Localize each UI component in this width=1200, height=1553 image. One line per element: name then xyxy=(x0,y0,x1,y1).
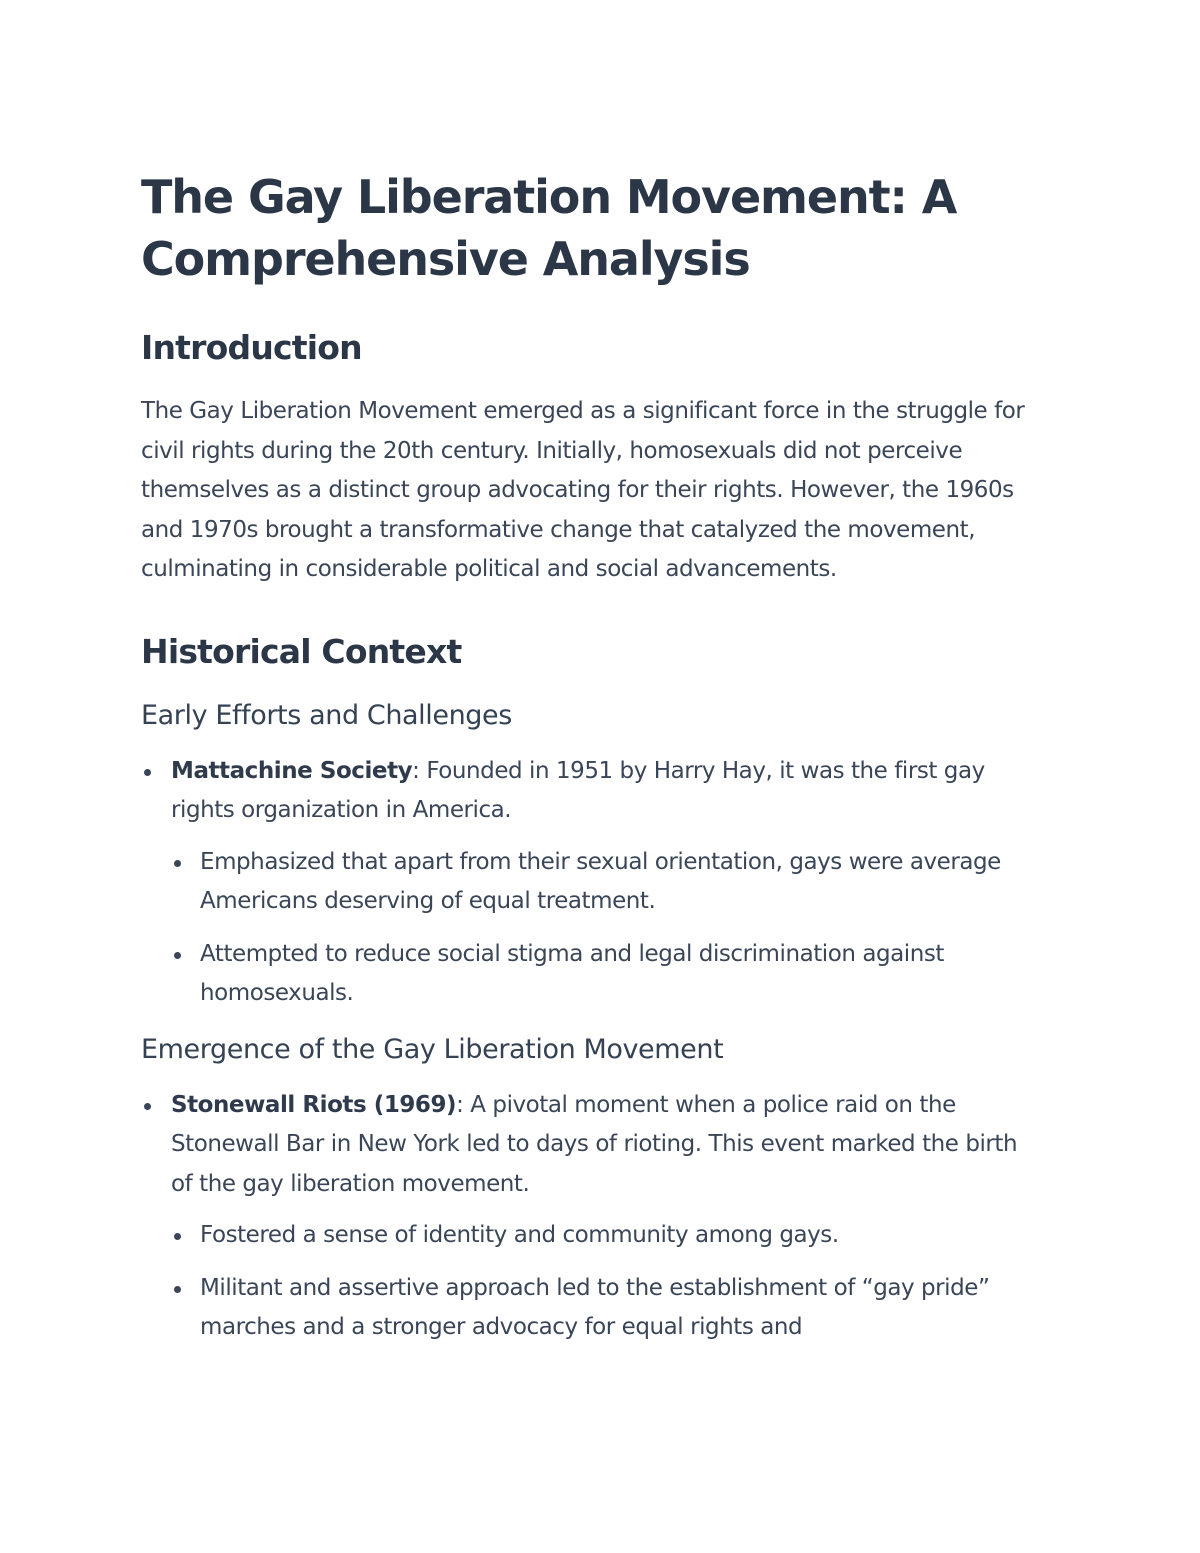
introduction-paragraph: The Gay Liberation Movement emerged as a significant force in the struggle for civil rights during the 20th century. Initially, homosexuals did not perceive themselves as a distinct group advocating for their rights. However, the 1960s and 1970s brought a transformative change that catalyzed the movement, culminating in considerable political and social advancements. xyxy=(141,398,1025,582)
document-title: The Gay Liberation Movement: A Comprehensive Analysis xyxy=(141,170,957,286)
list-item-stonewall-riots xyxy=(141,1086,1041,1348)
sublist-item: Fostered a sense of identity and community among gays. xyxy=(171,1216,1041,1256)
sublist-item: Militant and assertive approach led to the establishment of “gay pride” marches and a stronger advocacy for equal rights and xyxy=(171,1269,1041,1348)
sublist-item: Attempted to reduce social stigma and legal discrimination against homosexuals. xyxy=(171,935,1041,1014)
early-efforts-list xyxy=(141,752,1041,1014)
emergence-list xyxy=(141,1086,1041,1348)
section-heading-historical-context: Historical Context xyxy=(141,631,462,671)
document-page xyxy=(141,166,1041,1348)
list-item-text: : A pivotal moment when a police raid on the Stonewall Bar in New York led to days of rioting. This event marked the birth of the gay liberation movement. xyxy=(171,1091,1018,1197)
list-item-mattachine-society xyxy=(141,752,1041,1014)
subsection-heading-emergence: Emergence of the Gay Liberation Movement xyxy=(141,1033,724,1065)
mattachine-sublist xyxy=(171,843,1041,1014)
sublist-item: Emphasized that apart from their sexual orientation, gays were average Americans deserving of equal treatment. xyxy=(171,843,1041,922)
section-heading-introduction: Introduction xyxy=(141,328,362,367)
list-item-lead: Stonewall Riots (1969) xyxy=(171,1091,457,1118)
list-item-lead: Mattachine Society xyxy=(171,757,413,784)
list-item-text: : Founded in 1951 by Harry Hay, it was the first gay rights organization in America. xyxy=(171,757,985,823)
stonewall-sublist xyxy=(171,1216,1041,1348)
subsection-heading-early-efforts: Early Efforts and Challenges xyxy=(141,699,512,731)
